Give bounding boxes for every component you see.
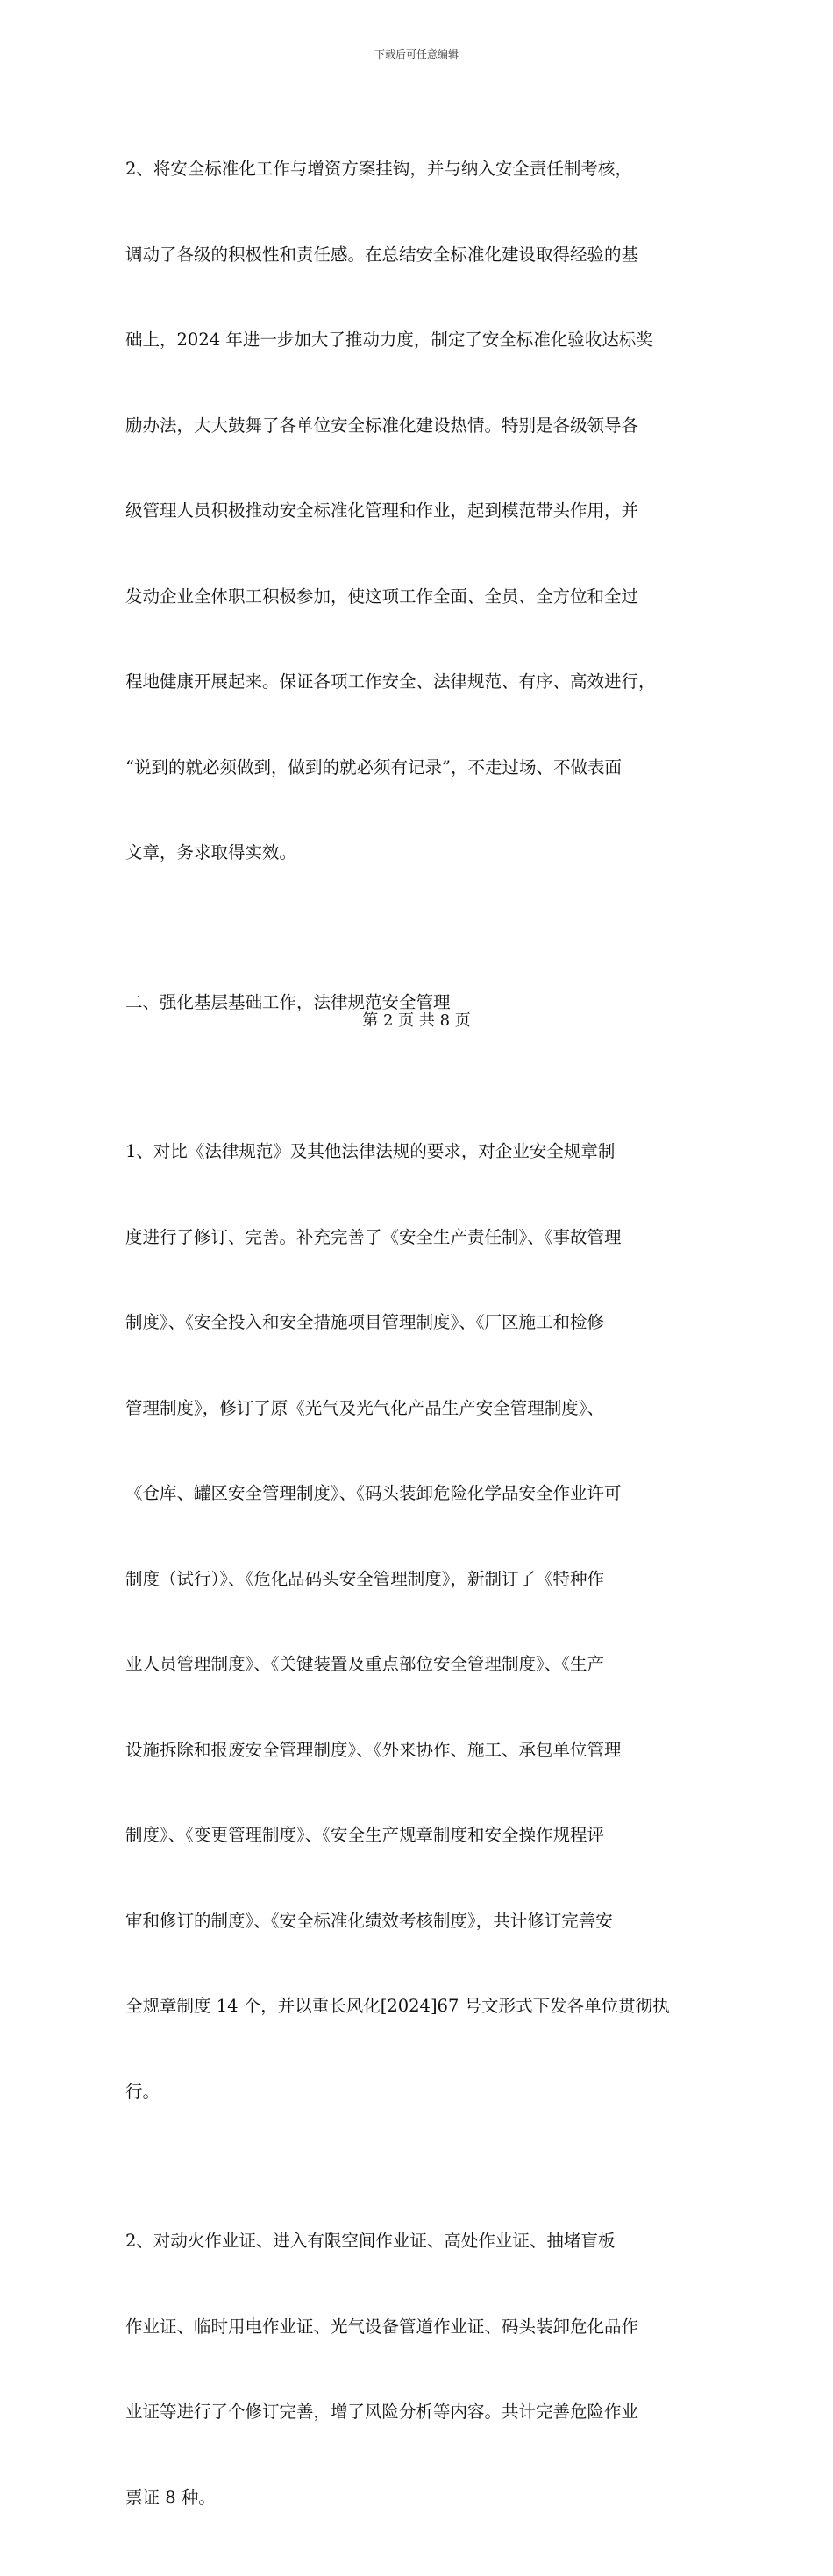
- text-line: 励办法，大大鼓舞了各单位安全标准化建设热情。特别是各级领导各: [125, 415, 639, 436]
- paragraph-work-permits: [125, 2170, 709, 2569]
- text-line: 设施拆除和报废安全管理制度》、《外来协作、施工、承包单位管理: [125, 1739, 622, 1760]
- text-line: 制度》、《变更管理制度》、《安全生产规章制度和安全操作规程评: [125, 1825, 605, 1845]
- text-line: 调动了各级的积极性和责任感。在总结安全标准化建设取得经验的基: [125, 244, 639, 265]
- text-line: 发动企业全体职工积极参加，使这项工作全面、全员、全方位和全过: [125, 585, 639, 607]
- text-line: 文章，务求取得实效。: [125, 842, 297, 862]
- text-line: 管理制度》，修订了原《光气及光气化产品生产安全管理制度》、: [125, 1397, 605, 1418]
- text-line: 1、对比《法律规范》及其他法律法规的要求，对企业安全规章制: [125, 1141, 616, 1161]
- text-line: 级管理人员积极推动安全标准化管理和作业，起到模范带头作用，并: [125, 500, 639, 521]
- text-line: 作业证、临时用电作业证、光气设备管道作业证、码头装卸危化品作: [125, 2316, 639, 2337]
- text-line: “说到的就必须做到，做到的就必须有记录”，不走过场、不做表面: [125, 756, 622, 777]
- text-line: 制度（试行）》、《危化品码头安全管理制度》，新制订了《特种作: [125, 1568, 605, 1589]
- text-line: 程地健康开展起来。保证各项工作安全、法律规范、有序、高效进行，: [125, 671, 656, 692]
- header-note: 下载后可任意编辑: [374, 48, 459, 60]
- section-heading: [125, 932, 709, 1075]
- text-line: 度进行了修订、完善。补充完善了《安全生产责任制》、《事故管理: [125, 1226, 622, 1247]
- page-number: 第 2 页 共 8 页: [362, 1011, 471, 1030]
- text-line: 制度》、《安全投入和安全措施项目管理制度》、《厂区施工和检修: [125, 1312, 605, 1332]
- paragraph-standardization-incentives: [125, 98, 709, 925]
- text-line: 2、将安全标准化工作与增资方案挂钩，并与纳入安全责任制考核，: [125, 159, 632, 179]
- paragraph-regulation-revisions: [125, 1081, 709, 2163]
- text-line: 业证等进行了个修订完善，增了风险分析等内容。共计完善危险作业: [125, 2402, 639, 2422]
- text-line: 行。: [125, 2081, 160, 2102]
- text-line: 审和修订的制度》、《安全标准化绩效考核制度》，共计修订完善安: [125, 1910, 613, 1931]
- section-heading-text: 二、强化基层基础工作，法律规范安全管理: [125, 991, 451, 1012]
- document-body: [125, 98, 709, 2576]
- text-line: 票证 8 种。: [125, 2487, 216, 2508]
- text-line: 础上，2024 年进一步加大了推动力度，制定了安全标准化验收达标奖: [125, 330, 653, 350]
- text-line: 《仓库、罐区安全管理制度》、《码头装卸危险化学品安全作业许可: [125, 1483, 622, 1503]
- text-line: 全规章制度 14 个，并以重长风化[2024]67 号文形式下发各单位贯彻执: [125, 1996, 670, 2016]
- text-line: 业人员管理制度》、《关键装置及重点部位安全管理制度》、《生产: [125, 1654, 605, 1674]
- text-line: 2、对动火作业证、进入有限空间作业证、高处作业证、抽堵盲板: [125, 2231, 616, 2251]
